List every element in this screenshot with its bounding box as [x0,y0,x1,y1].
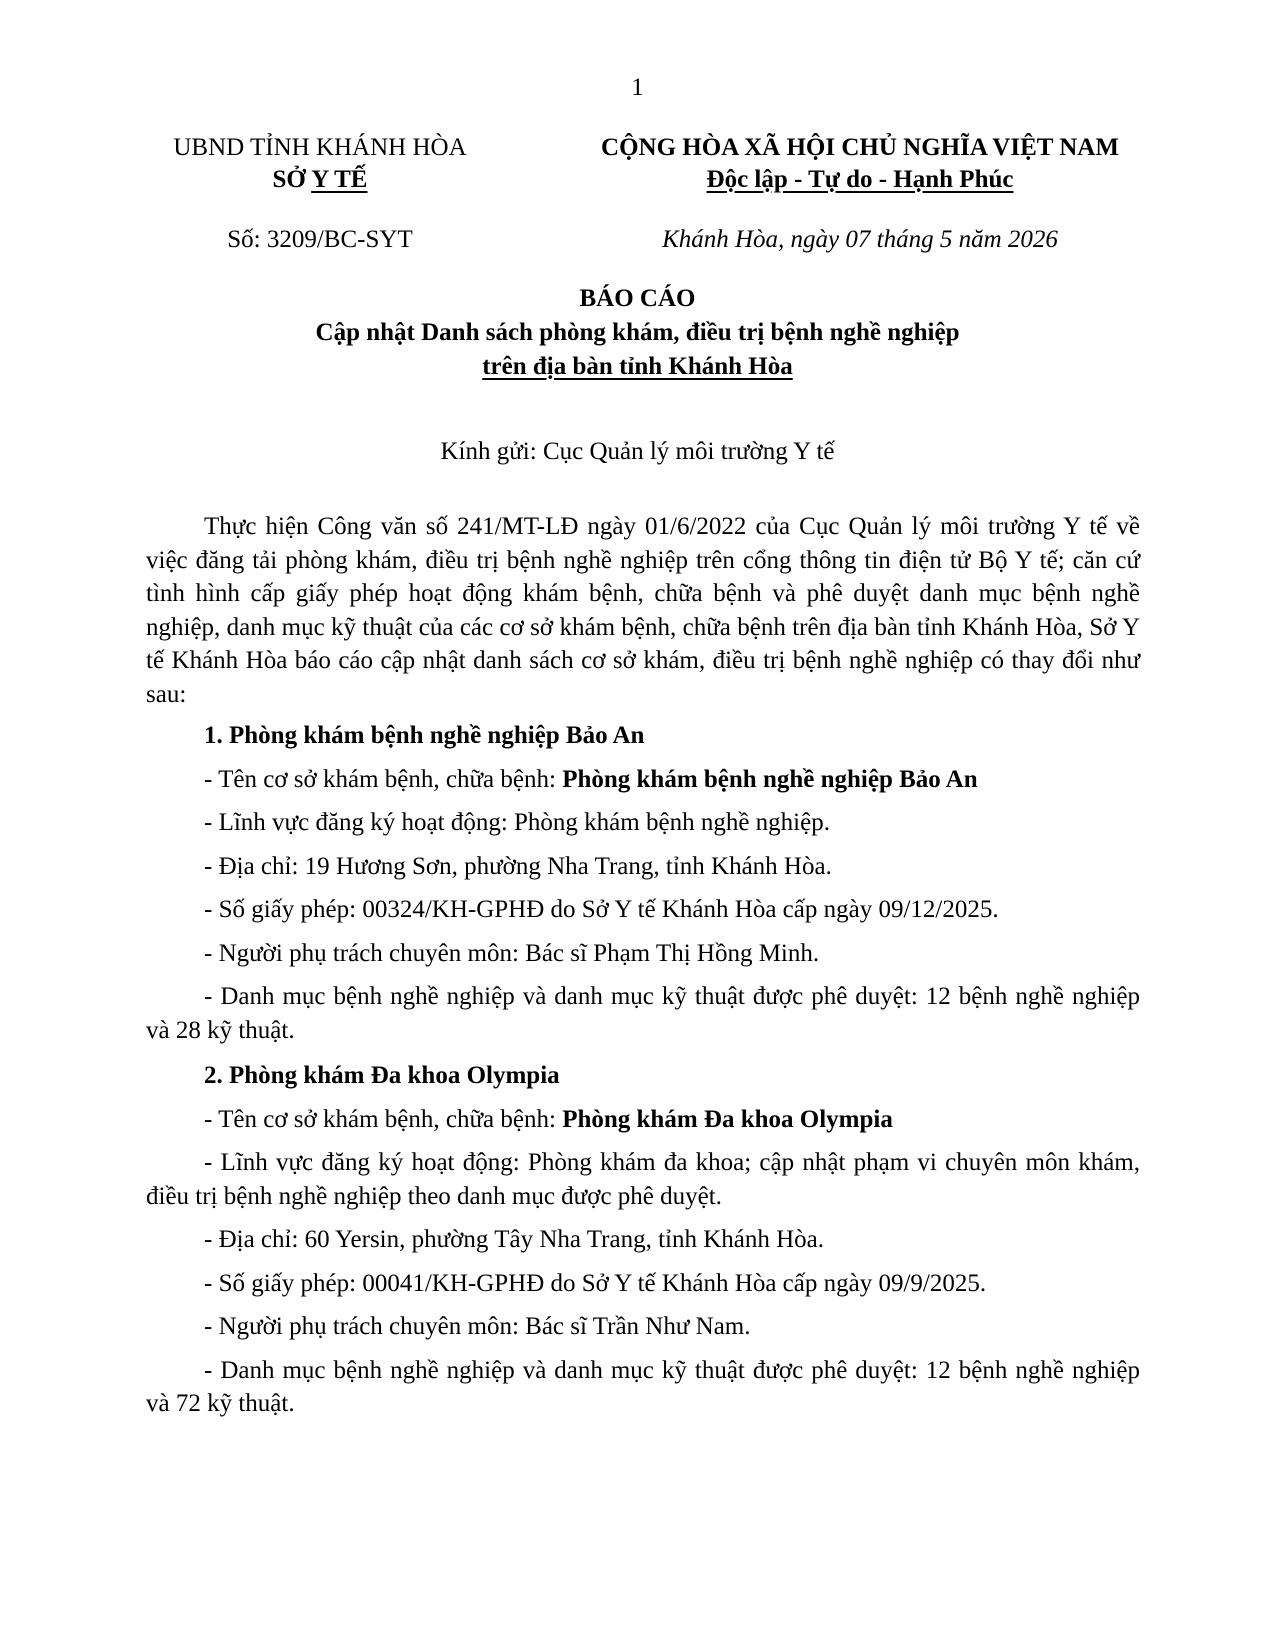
intro-paragraph: Thực hiện Công văn số 241/MT-LĐ ngày 01/6/2022 của Cục Quản lý môi trường Y tế về việc đăng tải phòng khám, điều trị bệnh nghề nghiệp trên cổng thông tin điện tử Bộ Y tế; căn cứ tình hình cấp giấy phép hoạt động khám bệnh, chữa bệnh và phê duyệt danh mục bệnh nghề nghiệp, danh mục kỹ thuật của các cơ sở khám bệnh, chữa bệnh trên địa bàn tỉnh Khánh Hòa, Sở Y tế Khánh Hòa báo cáo cập nhật danh sách cơ sở khám, điều trị bệnh nghề nghiệp có thay đổi như sau: [146,513,1140,708]
document-subject-line1: Cập nhật Danh sách phòng khám, điều trị bệnh nghề nghiệp [315,319,960,346]
department-name [140,164,500,196]
department-name-underlined: Y TẾ [311,166,368,193]
document-date: Khánh Hòa, ngày 07 tháng 5 năm 2026 [662,226,1058,253]
facility-address-2: - Địa chỉ: 60 Yersin, phường Tây Nha Trang, tỉnh Khánh Hòa. [204,1226,825,1253]
facility-license-2: - Số giấy phép: 00041/KH-GPHĐ do Sở Y tế Khánh Hòa cấp ngày 09/9/2025. [204,1269,987,1297]
national-motto-block [580,132,1140,196]
section-heading-1: 1. Phòng khám bệnh nghề nghiệp Bảo An [204,722,645,749]
facility-field-1: - Lĩnh vực đăng ký hoạt động: Phòng khám bệnh nghề nghiệp. [204,809,830,836]
national-motto: Độc lập - Tự do - Hạnh Phúc [706,166,1014,193]
issuing-agency-block [140,132,500,196]
facility-person-2: - Người phụ trách chuyên môn: Bác sĩ Trần Như Nam. [204,1313,751,1340]
facility-name-2 [146,1103,1140,1137]
report-body [146,510,1140,1421]
facility-person-1: - Người phụ trách chuyên môn: Bác sĩ Phạm Thị Hồng Minh. [204,939,820,967]
section-heading-2: 2. Phòng khám Đa khoa Olympia [204,1062,560,1089]
facility-catalog-2: - Danh mục bệnh nghề nghiệp và danh mục kỹ thuật được phê duyệt: 12 bệnh nghề nghiệp và 72 kỹ thuật. [146,1356,1140,1417]
facility-field-2: - Lĩnh vực đăng ký hoạt động: Phòng khám đa khoa; cập nhật phạm vi chuyên môn khám, điều trị bệnh nghề nghiệp theo danh mục được phê duyệt. [146,1149,1140,1210]
document-subject-line2 [0,350,1275,384]
provincial-committee-name: UBND TỈNH KHÁNH HÒA [173,134,467,161]
country-name: CỘNG HÒA XÃ HỘI CHỦ NGHĨA VIỆT NAM [601,134,1119,161]
facility-name-1 [146,763,1140,797]
page-number: 1 [631,74,644,101]
document-subject-line2-text: trên địa bàn tỉnh Khánh Hòa [482,353,793,380]
document-type: BÁO CÁO [579,285,696,312]
department-name-prefix: SỞ [272,166,312,193]
facility-name-label: - Tên cơ sở khám bệnh, chữa bệnh: [204,1105,563,1133]
document-title-block [0,282,1275,384]
facility-name-label: - Tên cơ sở khám bệnh, chữa bệnh: [204,765,563,793]
facility-name-value: Phòng khám Đa khoa Olympia [562,1105,893,1133]
facility-catalog-1: - Danh mục bệnh nghề nghiệp và danh mục kỹ thuật được phê duyệt: 12 bệnh nghề nghiệp và 28 kỹ thuật. [146,983,1140,1044]
facility-address-1: - Địa chỉ: 19 Hương Sơn, phường Nha Trang, tỉnh Khánh Hòa. [204,852,832,880]
facility-license-1: - Số giấy phép: 00324/KH-GPHĐ do Sở Y tế Khánh Hòa cấp ngày 09/12/2025. [204,896,999,923]
recipient-line: Kính gửi: Cục Quản lý môi trường Y tế [440,438,835,465]
document-number: Số: 3209/BC-SYT [227,226,413,253]
facility-name-value: Phòng khám bệnh nghề nghiệp Bảo An [562,765,978,793]
